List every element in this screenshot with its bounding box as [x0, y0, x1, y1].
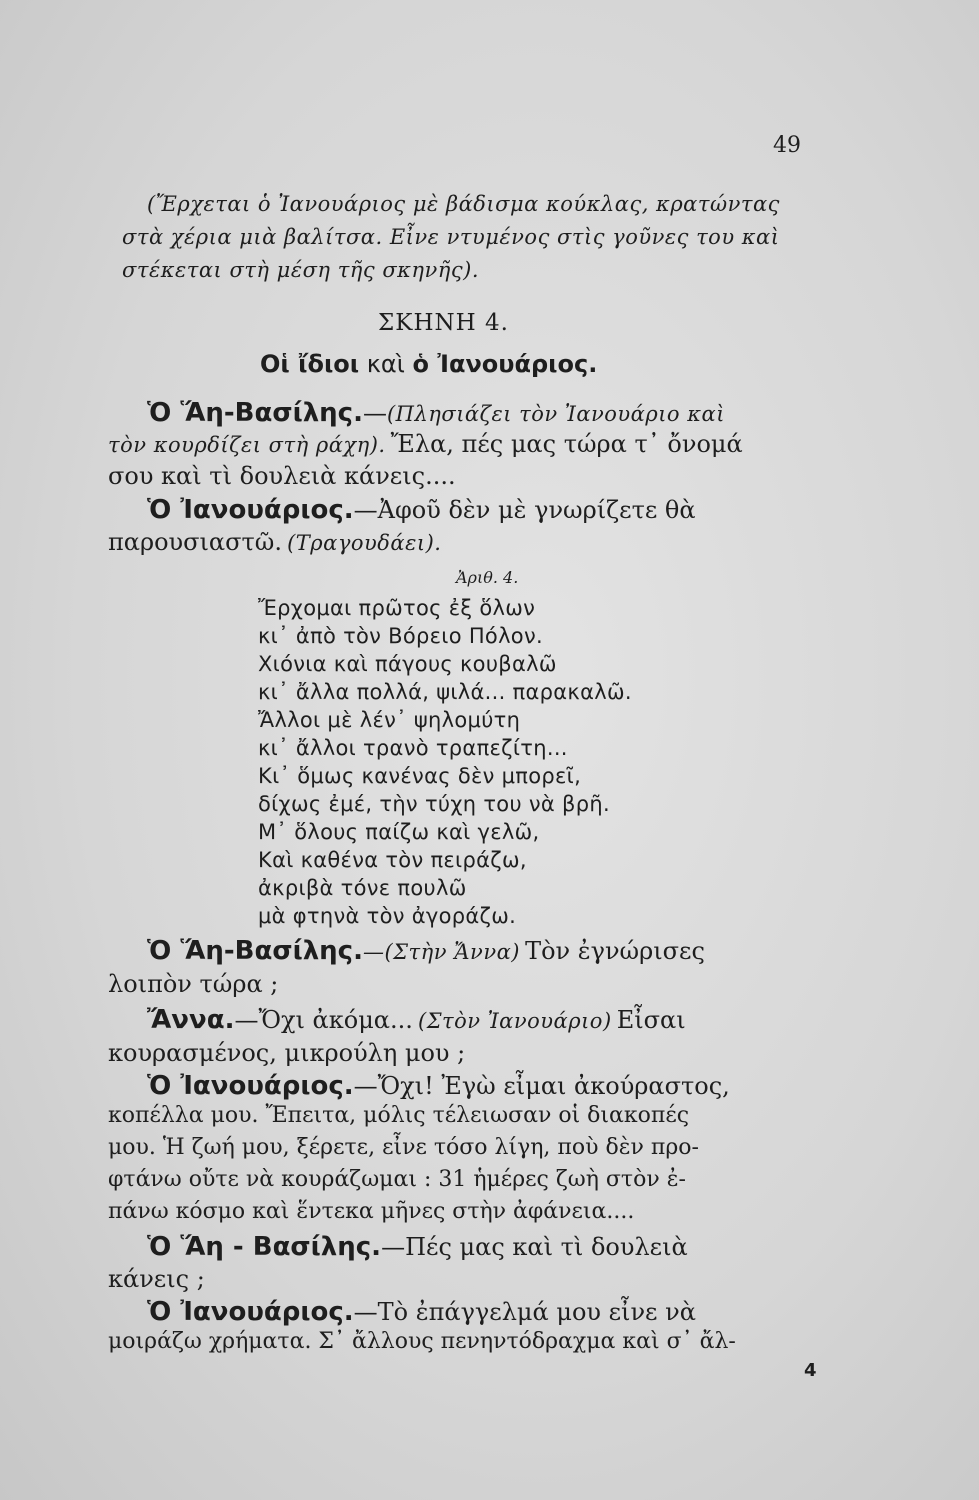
stage-direction-inline: —(Στὴν Ἄννα)	[362, 940, 520, 964]
dialogue-line	[108, 430, 743, 458]
dialogue-text: —Τὸ ἐπάγγελμά μου εἶνε νὰ	[353, 1298, 696, 1326]
dialogue-line	[147, 1005, 686, 1035]
stage-direction-line: στὰ χέρια μιὰ βαλίτσα. Εἶνε ντυμένος στὶς γοῦνες του καὶ	[122, 225, 780, 249]
page-number: 49	[773, 133, 801, 158]
speaker-name: Ὁ Ἰανουάριος.	[147, 495, 354, 525]
stage-direction-line: στέκεται στὴ μέση τῆς σκηνῆς).	[122, 258, 479, 282]
dialogue-text: —Πές μας καὶ τὶ δουλειὰ	[381, 1233, 688, 1261]
dialogue-line	[147, 398, 725, 428]
dialogue-text: Ἔλα, πές μας τώρα τ᾽ ὄνομά	[390, 430, 743, 458]
speaker-name: Ὁ Ἅη - Βασίλης.	[147, 1232, 382, 1262]
scene-subtitle-part: καὶ	[366, 350, 405, 378]
dialogue-text: παρουσιαστῶ.	[108, 528, 282, 556]
dialogue-line	[147, 1232, 688, 1262]
dialogue-text: Τὸν ἐγνώρισες	[525, 937, 705, 965]
song-line: κι᾽ ἄλλοι τρανὸ τραπεζίτη...	[258, 736, 568, 760]
song-line: Ἄλλοι μὲ λέν᾽ ψηλομύτη	[258, 708, 521, 732]
song-line: μὰ φτηνὰ τὸν ἀγοράζω.	[258, 904, 517, 928]
song-line: Χιόνια καὶ πάγους κουβαλῶ	[258, 652, 557, 676]
dialogue-text: μοιράζω χρήματα. Σ᾽ ἄλλους πενηντόδραχμα καὶ σ᾽ ἄλ-	[108, 1329, 736, 1354]
dialogue-line	[147, 1071, 730, 1101]
dialogue-text: —Ὄχι! Ἐγὼ εἶμαι ἀκούραστος,	[353, 1072, 730, 1100]
dialogue-text: κοπέλλα μου. Ἔπειτα, μόλις τέλειωσαν οἱ διακοπές	[108, 1103, 690, 1128]
dialogue-text: λοιπὸν τώρα ;	[108, 970, 279, 998]
stage-direction-inline: (Πλησιάζει τὸν Ἰανουάριο καὶ	[386, 402, 725, 426]
song-line: Μ᾽ ὅλους παίζω καὶ γελῶ,	[258, 820, 540, 844]
dialogue-line	[108, 528, 441, 556]
song-line: Ἔρχομαι πρῶτος ἐξ ὅλων	[258, 596, 536, 620]
dialogue-text: —Ἀφοῦ δὲν μὲ γνωρίζετε θὰ	[353, 496, 696, 524]
dialogue-text: πάνω κόσμο καὶ ἕντεκα μῆνες στὴν ἀφάνεια....	[108, 1199, 635, 1224]
dialogue-line	[147, 1297, 696, 1327]
song-reference: Ἀριθ. 4.	[456, 568, 519, 587]
stage-direction-inline: (Στὸν Ἰανουάριο)	[418, 1009, 612, 1033]
dialogue-text: κουρασμένος, μικρούλη μου ;	[108, 1039, 466, 1067]
song-line: κι᾽ ἀπὸ τὸν Βόρειο Πόλον.	[258, 624, 543, 648]
speaker-name: Ὁ Ἰανουάριος.	[147, 1071, 354, 1101]
song-line: Κι᾽ ὅμως κανένας δὲν μπορεῖ,	[258, 764, 582, 788]
song-line: δίχως ἐμέ, τὴν τύχη του νὰ βρῆ.	[258, 792, 610, 816]
song-line: κι᾽ ἄλλα πολλά, ψιλά... παρακαλῶ.	[258, 680, 632, 704]
dialogue-line	[147, 936, 705, 966]
dialogue-line	[147, 495, 696, 525]
stage-direction-line: (Ἔρχεται ὁ Ἰανουάριος μὲ βάδισμα κούκλας, κρατώντας	[147, 192, 780, 216]
scene-title: ΣΚΗΝΗ 4.	[378, 310, 509, 336]
dialogue-text: σου καὶ τὶ δουλειὰ κάνεις....	[108, 462, 456, 490]
scene-subtitle	[260, 350, 597, 378]
speaker-name: Ἄννα.	[147, 1005, 235, 1035]
speaker-name: Ὁ Ἰανουάριος.	[147, 1297, 354, 1327]
dialogue-text: μου. Ἡ ζωή μου, ξέρετε, εἶνε τόσο λίγη, ποὺ δὲν προ-	[108, 1135, 699, 1160]
song-line: ἀκριβὰ τόνε πουλῶ	[258, 876, 467, 900]
dash: —	[362, 399, 387, 427]
speaker-name: Ὁ Ἅη-Βασίλης.	[147, 398, 363, 428]
dialogue-text: —Ὄχι ἀκόμα...	[234, 1006, 413, 1034]
scene-subtitle-part: Οἱ ἴδιοι	[260, 350, 360, 378]
dialogue-text: φτάνω οὔτε νὰ κουράζωμαι : 31 ἡμέρες ζωὴ στὸν ἐ-	[108, 1167, 686, 1192]
dialogue-text: κάνεις ;	[108, 1265, 205, 1293]
stage-direction-inline: τὸν κουρδίζει στὴ ράχη).	[108, 433, 386, 457]
stage-direction-inline: (Τραγουδάει).	[287, 531, 442, 555]
signature-mark: 4	[804, 1360, 817, 1381]
speaker-name: Ὁ Ἅη-Βασίλης.	[147, 936, 363, 966]
scene-subtitle-part: ὁ Ἰανουάριος.	[412, 350, 598, 378]
song-line: Καὶ καθένα τὸν πειράζω,	[258, 848, 527, 872]
dialogue-text: Εἶσαι	[616, 1006, 686, 1034]
